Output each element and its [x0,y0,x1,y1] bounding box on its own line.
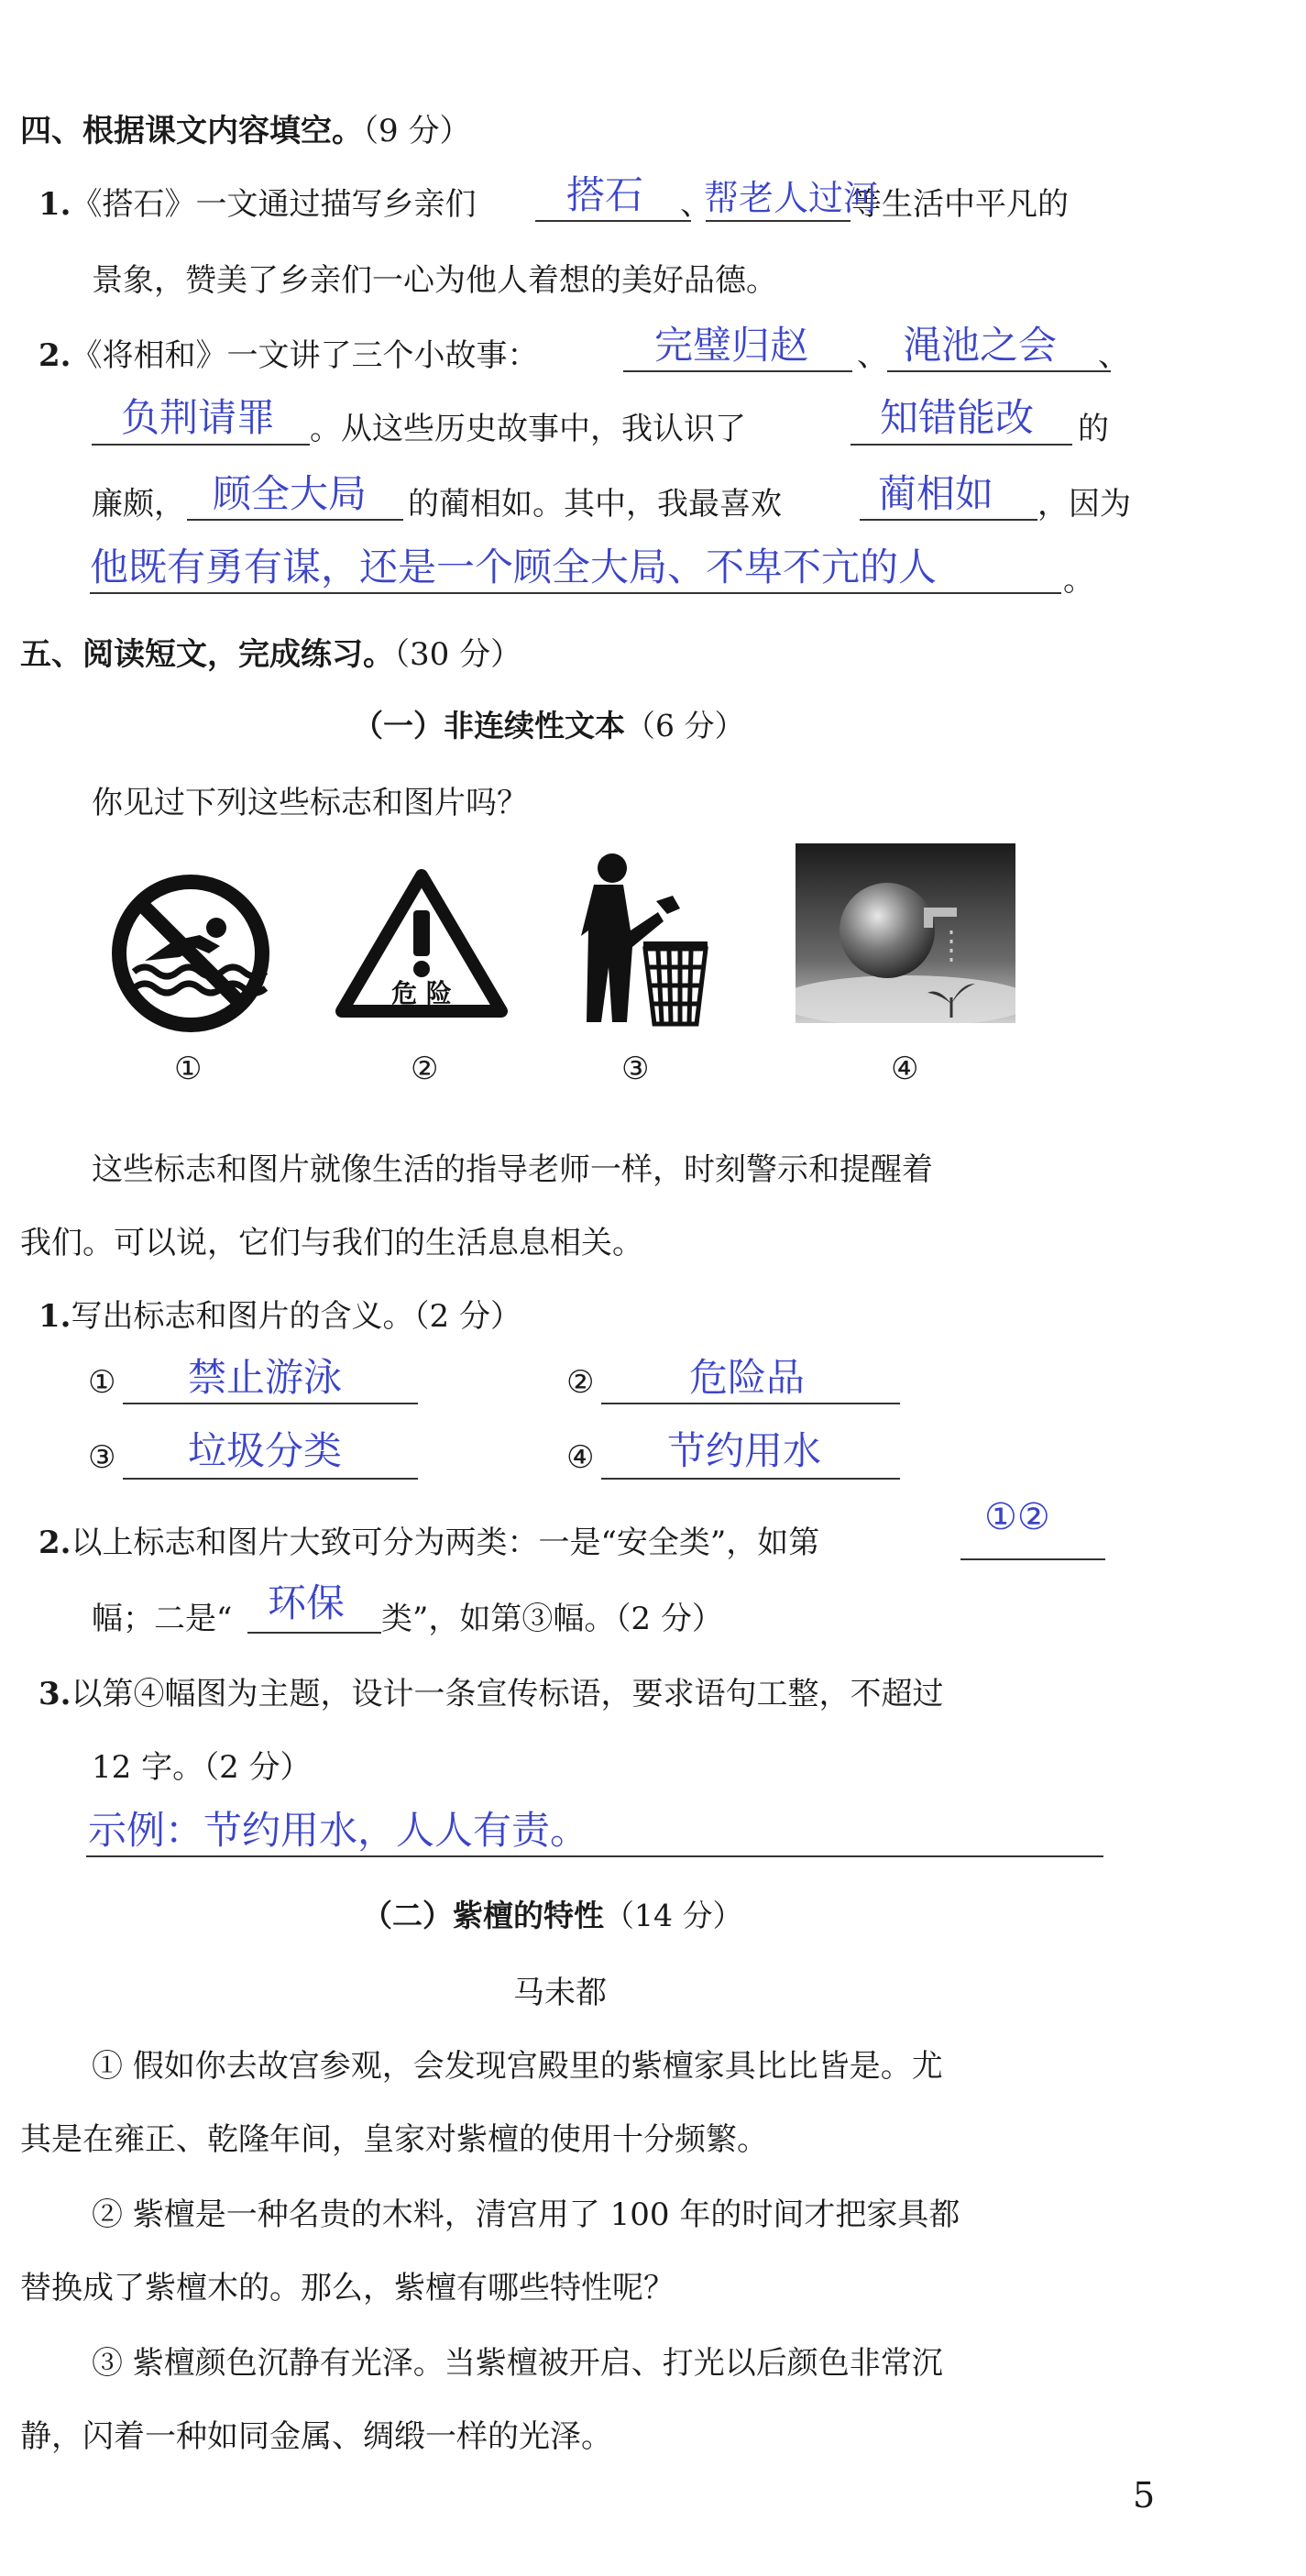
p1-q2-answer-2: 环保 [268,1580,346,1625]
icon-label-4: ④ [891,1051,919,1087]
p1-q3-line1 [38,1668,944,1713]
trash-bin-icon [566,848,713,1031]
s4-q1-blank-1[interactable] [535,220,691,222]
s4-q1-number: 1. [38,186,71,223]
s4-q2-line1 [38,330,539,375]
danger-icon-text: 危 险 [391,978,452,1008]
s4-q2-blank-5[interactable] [187,519,403,521]
s4-q2-answer-1: 完璧归赵 [654,323,809,368]
p1-q2-blank-2[interactable] [247,1632,381,1634]
s4-q1-post: 等生活中平凡的 [851,186,1069,223]
s4-q2-answer-4: 知错能改 [880,395,1035,440]
water-saving-picture-icon [796,843,1015,1023]
s4-q1-sep: 、 [680,186,711,223]
p1-q2-pre: 以上标志和图片大致可分为两类：一是“安全类”，如第 [71,1525,820,1561]
s4-q1-pre: 《搭石》一文通过描写乡亲们 [71,186,477,223]
p1-q2-line1 [38,1517,819,1562]
s4-q2-blank-4[interactable] [851,444,1072,446]
p1-q3-number: 3. [38,1676,71,1712]
part-2-para-1-line2: 其是在雍正、乾隆年间，皇家对紫檀的使用十分频繁。 [20,2121,768,2158]
s4-q2-answer-3: 负荆请罪 [121,395,276,440]
s4-q2-l3c: ，因为 [1037,486,1131,523]
s4-q2-answer-2: 渑池之会 [903,323,1058,368]
p1-q1-answer-3: 垃圾分类 [188,1428,343,1473]
part-1-points: （6 分） [625,708,745,743]
part-2-points: （14 分） [604,1898,743,1933]
p1-q1-answer-4: 节约用水 [667,1428,822,1473]
p1-q1-answer-1: 禁止游泳 [188,1355,343,1400]
p1-q1-mark-4: ④ [566,1439,595,1476]
part-1-intro: 你见过下列这些标志和图片吗？ [92,785,528,821]
part-1-para-line1: 这些标志和图片就像生活的指导老师一样，时刻警示和提醒着 [92,1151,933,1188]
section-4-title: 四、根据课文内容填空。 [20,113,363,149]
s4-q2-sep1: 、 [857,337,888,374]
s4-q2-mid2: 的 [1078,411,1109,447]
section-4-points: （9 分） [363,113,471,149]
part-1-title [353,702,745,745]
section-4-heading [20,105,470,150]
s4-q2-l3b: 的蔺相如。其中，我最喜欢 [408,486,782,523]
page-number: 5 [1133,2475,1156,2515]
p1-q1-blank-2[interactable] [601,1403,900,1404]
part-2-title-text: （二）紫檀的特性 [362,1898,604,1933]
p1-q1-answer-2: 危险品 [689,1355,806,1400]
s4-q2-sep2: 、 [1098,337,1129,374]
s4-q2-number: 2. [38,337,71,374]
p1-q2-blank-1[interactable] [960,1558,1105,1560]
p1-q1-blank-4[interactable] [601,1478,900,1480]
icon-label-1: ① [174,1051,203,1087]
s4-q1-blank-2[interactable] [706,220,851,222]
s4-q1-answer-2: 帮老人过河 [704,178,879,218]
s4-q2-answer-5: 顾全大局 [213,471,368,516]
p1-q1-blank-3[interactable] [123,1478,418,1480]
s4-q2-answer-7: 他既有勇有谋，还是一个顾全大局、不卑不亢的人 [90,545,938,589]
p1-q3-answer: 示例：节约用水，人人有责。 [88,1808,589,1853]
s4-q2-end: 。 [1063,562,1094,599]
s4-q2-blank-6[interactable] [860,519,1037,521]
s4-q1-answer-1: 搭石 [566,172,644,217]
part-1-title-text: （一）非连续性文本 [353,708,625,743]
part-2-para-1-line1: ① 假如你去故宫参观，会发现宫殿里的紫檀家具比比皆是。尤 [92,2048,943,2085]
icon-label-2: ② [411,1051,439,1087]
no-swimming-icon [108,871,273,1036]
s4-q2-blank-2[interactable] [887,370,1111,372]
p1-q1-line [38,1291,521,1336]
p1-q1-text: 写出标志和图片的含义。（2 分） [71,1298,521,1335]
s4-q2-blank-1[interactable] [623,370,852,372]
icon-label-3: ③ [621,1051,650,1087]
part-2-author: 马未都 [513,1975,607,2011]
part-2-para-3-line2: 静，闪着一种如同金属、绸缎一样的光泽。 [20,2418,612,2455]
p1-q3-text: 以第④幅图为主题，设计一条宣传标语，要求语句工整，不超过 [71,1676,944,1712]
danger-icon [335,866,509,1022]
p1-q3-answer-line[interactable] [86,1855,1103,1857]
section-5-points: （30 分） [394,636,522,673]
p1-q3-line2: 12 字。（2 分） [92,1749,312,1786]
part-2-para-3-line1: ③ 紫檀颜色沉静有光泽。当紫檀被开启、打光以后颜色非常沉 [92,2345,943,2382]
s4-q2-mid: 。从这些历史故事中，我认识了 [310,411,746,447]
p1-q1-blank-1[interactable] [123,1403,418,1404]
part-2-para-2-line2: 替换成了紫檀木的。那么，紫檀有哪些特性呢？ [20,2270,675,2306]
p1-q1-number: 1. [38,1298,71,1335]
part-2-title [362,1892,742,1935]
s4-q2-blank-3[interactable] [92,444,310,446]
s4-q1-line2: 景象，赞美了乡亲们一心为他人着想的美好品德。 [92,262,777,299]
p1-q1-mark-2: ② [566,1364,595,1401]
p1-q1-mark-1: ① [88,1364,116,1401]
p1-q2-number: 2. [38,1525,71,1561]
p1-q2-l2b: 类”，如第③幅。（2 分） [381,1601,723,1637]
p1-q2-answer-1: ①② [984,1496,1050,1538]
section-5-heading [20,629,521,674]
s4-q2-l3a: 廉颇， [92,486,185,523]
s4-q2-answer-6: 蔺相如 [878,471,994,516]
s4-q2-blank-7[interactable] [90,592,1061,594]
p1-q1-mark-3: ③ [88,1439,116,1476]
part-1-para-line2: 我们。可以说，它们与我们的生活息息相关。 [20,1225,643,1261]
s4-q1-line1 [38,179,477,224]
part-2-para-2-line1: ② 紫檀是一种名贵的木料，清宫用了 100 年的时间才把家具都 [92,2196,960,2233]
s4-q2-pre: 《将相和》一文讲了三个小故事： [71,337,539,374]
p1-q2-l2a: 幅；二是“ [92,1601,233,1637]
section-5-title: 五、阅读短文，完成练习。 [20,636,394,673]
